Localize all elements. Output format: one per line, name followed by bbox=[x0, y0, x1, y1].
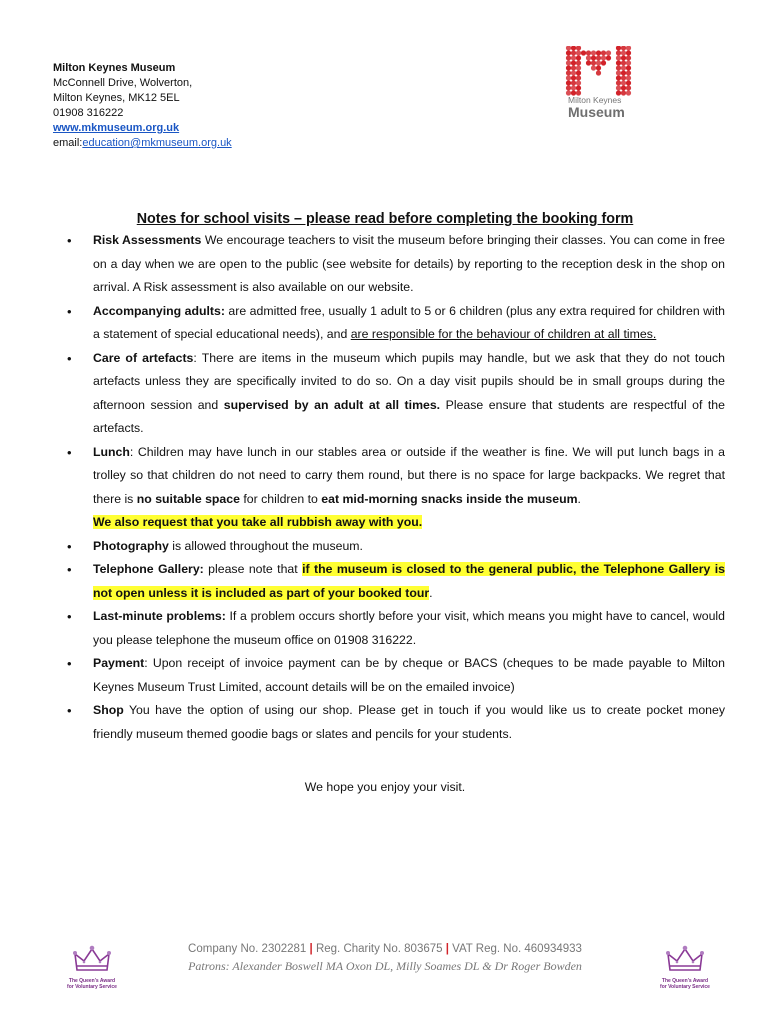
award-line-1: The Queen's Award bbox=[68, 978, 116, 984]
logo-dot bbox=[571, 55, 576, 60]
note-text: : Children may have lunch in our stables area or outside if the weather is fine. We will put lunch bags in a trolley so that children do not need to carry them round, but there is no space for large backpacks. We regret that there is bbox=[93, 444, 725, 506]
note-text: We encourage teachers to visit the museum before bringing their classes. You can come in free on a day when we are open to the public (see website for details) by reporting to the reception desk in the shop on arrival. A Risk assessment is also available on our website. bbox=[93, 233, 725, 294]
note-shop bbox=[53, 699, 725, 746]
logo-dot bbox=[621, 90, 626, 95]
note-title: Care of artefacts bbox=[93, 350, 194, 365]
note-text: Please ensure that students are respectful of the artefacts. bbox=[93, 397, 725, 435]
logo-dot bbox=[571, 65, 576, 70]
org-name: Milton Keynes Museum bbox=[53, 62, 176, 74]
note-title: Last-minute problems: bbox=[93, 609, 226, 623]
logo-dot bbox=[591, 65, 596, 70]
logo-dot bbox=[626, 85, 631, 90]
logo-dot bbox=[616, 80, 621, 85]
note-underlined-text: are responsible for the behaviour of children at all times. bbox=[350, 327, 657, 341]
note-title: Payment bbox=[93, 656, 145, 670]
logo-dot bbox=[626, 46, 631, 51]
logo-dot bbox=[576, 80, 581, 85]
footer-separator: | bbox=[309, 943, 313, 955]
logo-dot bbox=[616, 60, 621, 65]
website-link[interactable]: www.mkmuseum.org.uk bbox=[53, 122, 180, 134]
logo-dot bbox=[616, 46, 621, 51]
logo-dot bbox=[626, 70, 631, 75]
logo-dot bbox=[566, 65, 571, 70]
note-payment bbox=[53, 652, 725, 699]
logo-dot bbox=[576, 55, 581, 60]
logo-dot bbox=[566, 60, 571, 65]
logo-dot bbox=[621, 46, 626, 51]
logo-dot bbox=[596, 55, 601, 60]
logo-dot bbox=[566, 70, 571, 75]
logo-dot bbox=[576, 50, 581, 55]
note-text: . bbox=[429, 585, 433, 600]
logo-dot bbox=[586, 55, 591, 60]
note-lunch bbox=[53, 441, 725, 535]
logo-dot bbox=[581, 50, 586, 55]
logo-dot bbox=[576, 75, 581, 80]
address-line-1: McConnell Drive, Wolverton, bbox=[53, 77, 193, 89]
email-link[interactable]: education@mkmuseum.org.uk bbox=[82, 137, 232, 149]
logo-dot bbox=[621, 75, 626, 80]
note-text: is allowed throughout the museum. bbox=[168, 538, 363, 553]
note-text: You have the option of using our shop. Please get in touch if you would like us to create pocket money friendly museum themed goodie bags or slates and pencils for your students. bbox=[93, 703, 725, 741]
logo-dot bbox=[591, 55, 596, 60]
logo-line-1: Milton Keynes bbox=[568, 95, 622, 105]
logo-dot bbox=[621, 85, 626, 90]
logo-dot bbox=[626, 65, 631, 70]
logo-dot bbox=[566, 50, 571, 55]
logo-dot bbox=[566, 46, 571, 51]
note-text: please note that bbox=[203, 562, 303, 576]
footer-separator: | bbox=[445, 943, 449, 955]
logo-dot bbox=[626, 80, 631, 85]
note-accompanying-adults bbox=[53, 300, 725, 347]
logo-dot bbox=[616, 75, 621, 80]
logo-dot bbox=[616, 85, 621, 90]
note-title: Accompanying adults: bbox=[93, 303, 225, 318]
charity-number: Reg. Charity No. 803675 bbox=[315, 943, 443, 955]
logo-dot bbox=[621, 50, 626, 55]
patrons-line: Patrons: Alexander Boswell MA Oxon DL, Milly Soames DL & Dr Roger Bowden bbox=[188, 959, 582, 973]
logo-dot bbox=[571, 46, 576, 51]
queens-award-right bbox=[655, 944, 715, 990]
logo-dot bbox=[596, 50, 601, 55]
note-bold-text: eat mid-morning snacks inside the museum bbox=[321, 491, 578, 506]
logo-dot bbox=[571, 85, 576, 90]
phone-number: 01908 316222 bbox=[53, 107, 124, 119]
logo-dot bbox=[576, 65, 581, 70]
logo-dot bbox=[626, 75, 631, 80]
note-text: . bbox=[577, 491, 581, 506]
note-telephone-gallery bbox=[53, 558, 725, 605]
logo-dot bbox=[576, 46, 581, 51]
logo-dot bbox=[566, 80, 571, 85]
logo-dot bbox=[626, 60, 631, 65]
logo-dot bbox=[601, 50, 606, 55]
note-bold-text: supervised by an adult at all times. bbox=[223, 397, 441, 412]
page-heading: Notes for school visits – please read before completing the booking form bbox=[136, 211, 634, 227]
logo-dot bbox=[586, 60, 591, 65]
logo-dot bbox=[616, 50, 621, 55]
email-label: email: bbox=[53, 137, 83, 149]
logo-dot bbox=[601, 55, 606, 60]
note-photography bbox=[53, 535, 725, 559]
note-last-minute-problems bbox=[53, 605, 725, 652]
logo-dot bbox=[621, 60, 626, 65]
logo-dot bbox=[571, 70, 576, 75]
logo-dot bbox=[566, 85, 571, 90]
logo-dot bbox=[616, 55, 621, 60]
note-text: : There are items in the museum which pupils may handle, but we ask that they do not touch artefacts unless they are specifically invited to do so. On a day visit pupils should be in small groups during the afternoon session and bbox=[93, 350, 725, 412]
note-risk-assessments bbox=[53, 229, 725, 300]
logo-dot bbox=[601, 60, 606, 65]
logo-dot bbox=[621, 65, 626, 70]
note-bold-text: no suitable space bbox=[136, 491, 240, 506]
note-title: Risk Assessments bbox=[93, 233, 202, 247]
crown-icon bbox=[71, 944, 113, 974]
logo-dot bbox=[621, 80, 626, 85]
logo-dot bbox=[626, 90, 631, 95]
logo-dot bbox=[596, 65, 601, 70]
logo-dot bbox=[566, 75, 571, 80]
logo-dot bbox=[596, 70, 601, 75]
logo-dot bbox=[626, 55, 631, 60]
queens-award-left bbox=[62, 944, 122, 990]
note-text: : Upon receipt of invoice payment can be by cheque or BACS (cheques to be made payable to Milton Keynes Museum Trust Limited, account details will be on the emailed invoice) bbox=[93, 656, 725, 694]
award-line-2: for Voluntary Service bbox=[660, 983, 710, 990]
logo-dot bbox=[606, 55, 611, 60]
note-highlighted-text: We also request that you take all rubbish away with you. bbox=[93, 515, 423, 529]
address-block bbox=[53, 61, 232, 151]
logo-dot bbox=[591, 60, 596, 65]
logo-dot bbox=[596, 60, 601, 65]
crown-icon bbox=[664, 944, 706, 974]
logo-line-2: Museum bbox=[568, 104, 625, 120]
note-title: Shop bbox=[93, 703, 124, 717]
logo-dot bbox=[571, 60, 576, 65]
email-line bbox=[53, 136, 232, 151]
logo-dot bbox=[576, 85, 581, 90]
note-title: Telephone Gallery: bbox=[93, 562, 204, 576]
logo-dot bbox=[566, 55, 571, 60]
note-text: are admitted free, usually 1 adult to 5 or 6 children (plus any extra required for children with a statement of special educational needs), and bbox=[93, 303, 725, 341]
award-line-1: The Queen's Award bbox=[661, 978, 709, 984]
logo-dot bbox=[571, 75, 576, 80]
museum-logo-wordmark bbox=[568, 96, 638, 120]
logo-dot bbox=[606, 50, 611, 55]
logo-dot bbox=[621, 55, 626, 60]
logo-dot bbox=[586, 50, 591, 55]
note-title: Lunch bbox=[93, 444, 130, 459]
logo-dot bbox=[571, 80, 576, 85]
logo-dot bbox=[591, 50, 596, 55]
vat-number: VAT Reg. No. 460934933 bbox=[452, 943, 582, 955]
note-highlighted-text: if the museum is closed to the general public, the Telephone Gallery is not open unless it is included as part of your booked tour bbox=[93, 562, 725, 600]
museum-logo-mark bbox=[564, 46, 632, 96]
notes-list bbox=[53, 229, 725, 746]
award-line-2: for Voluntary Service bbox=[67, 983, 117, 990]
logo-dot bbox=[616, 70, 621, 75]
logo-dot bbox=[571, 50, 576, 55]
logo-dot bbox=[616, 65, 621, 70]
note-care-of-artefacts bbox=[53, 347, 725, 441]
address-line-2: Milton Keynes, MK12 5EL bbox=[53, 92, 180, 104]
closing-message: We hope you enjoy your visit. bbox=[304, 780, 466, 794]
logo-dot bbox=[626, 50, 631, 55]
logo-dot bbox=[576, 60, 581, 65]
company-number: Company No. 2302281 bbox=[188, 943, 307, 955]
note-title: Photography bbox=[93, 538, 169, 553]
note-text: for children to bbox=[239, 491, 322, 506]
note-text: If a problem occurs shortly before your visit, which means you might have to cancel, would you please telephone the museum office on 01908 316222. bbox=[93, 609, 726, 647]
logo-dot bbox=[576, 70, 581, 75]
logo-dot bbox=[621, 70, 626, 75]
